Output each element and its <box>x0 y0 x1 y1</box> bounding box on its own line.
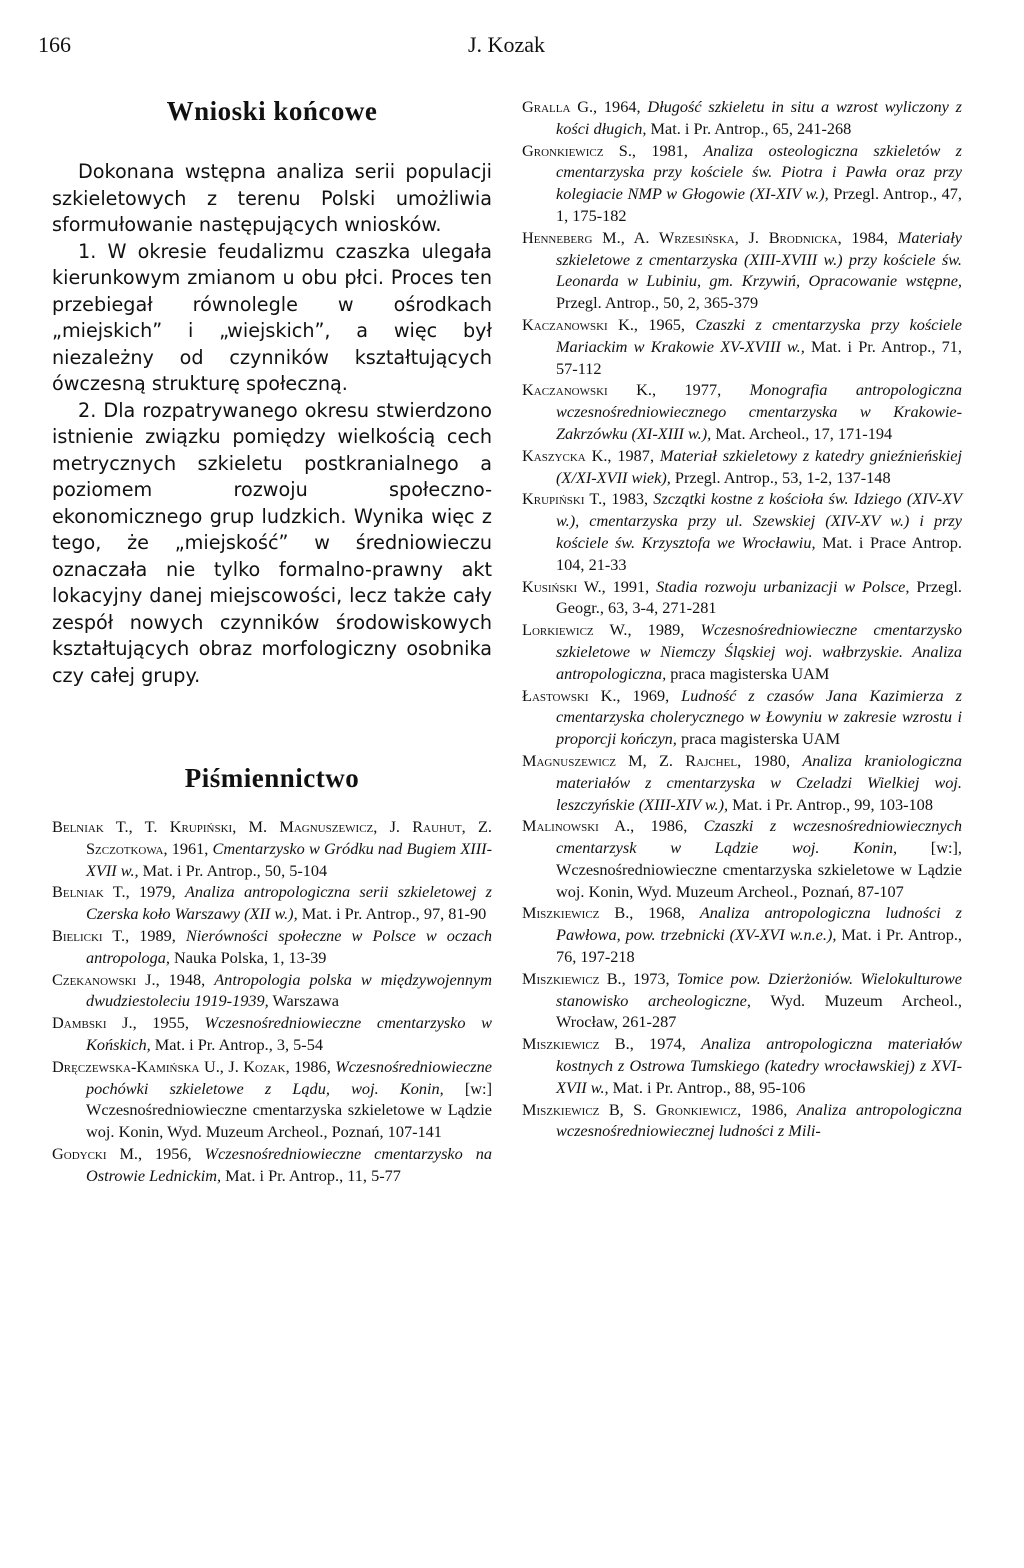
entry-author: Godycki M., <box>52 1143 143 1163</box>
entry-year: 1986, <box>289 1056 336 1076</box>
bibliography-entry <box>522 815 962 902</box>
entry-author: Kusiński W., <box>522 576 606 596</box>
entry-title: Wczesnośredniowieczne pochówki szkieletowe z Lądu, woj. Konin, <box>86 1056 492 1098</box>
entry-title: Czaszki z wczesnośredniowiecznych cmentarzysk w Lądzie woj. Konin, <box>556 816 962 858</box>
entry-author: Miszkiewicz B, S. Gronkiewicz, <box>522 1099 742 1119</box>
entry-title: Cmentarzysko w Gródku nad Bugiem XIII-XVII w., <box>86 838 492 880</box>
entry-author: Henneberg M., A. Wrzesińska, J. Brodnicka, <box>522 227 842 247</box>
entry-title: Wczesnośredniowieczne cmentarzysko na Ostrowie Lednickim, <box>86 1143 492 1185</box>
entry-source: Mat. i Pr. Antrop., 88, 95-106 <box>608 1077 806 1097</box>
entry-year: 1968, <box>633 903 700 923</box>
bibliography-entry <box>52 1056 492 1143</box>
entry-title: Monografia antropologiczna wczesnośredniowiecznego cmentarzyska w Krakowie-Zakrzówku (XI-XIII w.), <box>556 380 962 443</box>
bibliography-entry <box>522 685 962 750</box>
entry-title: Analiza kraniologiczna materiałów z cmentarzyska w Czeladzi Wielkiej woj. leszczyńskie (XIII-XIV w.), <box>556 750 963 814</box>
bibliography-entry <box>522 379 962 444</box>
bibliography-heading: Piśmiennictwo <box>184 763 360 793</box>
bibliography-entry <box>522 227 962 314</box>
entry-source: Warszawa <box>268 991 339 1011</box>
entry-author: Kaczanowski K., <box>522 380 657 400</box>
entry-author: Kaczanowski K., <box>522 314 638 334</box>
conclusions-text <box>52 159 492 689</box>
entry-title: Analiza antropologiczna materiałów kostnych z Ostrowa Tumskiego (katedry wrocławskiej) z XVI-XVII w., <box>556 1034 962 1097</box>
bibliography-entry <box>52 925 492 969</box>
entry-source: Przegl. Antrop., 47, 1, 175-182 <box>556 184 963 225</box>
entry-author: Krupiński T., <box>522 489 607 509</box>
entry-year: 1977, <box>656 380 750 400</box>
entry-year: 1986, <box>741 1099 797 1119</box>
bibliography-entry <box>522 445 962 489</box>
entry-year: 1965, <box>637 314 696 334</box>
entry-author: Miszkiewicz B., <box>522 968 626 988</box>
entry-year: 1989, <box>129 925 186 945</box>
bibliography-entry <box>522 96 962 140</box>
entry-author: Miszkiewicz B., <box>522 903 634 923</box>
bibliography-entry <box>52 816 492 881</box>
entry-year: 1983, <box>606 489 654 509</box>
bibliography-entry <box>52 1143 492 1187</box>
page-number: 166 <box>38 32 71 57</box>
entry-author: Miszkiewicz B., <box>522 1034 634 1054</box>
entry-year: 1964, <box>597 97 648 116</box>
bibliography-entry <box>522 314 962 379</box>
entry-author: Malinowski A., <box>522 816 635 836</box>
entry-title: Analiza antropologiczna ludności z Pawłowa, pow. trzebnicki (XV-XVI w.n.e.), <box>556 903 962 945</box>
entry-year: 1973, <box>625 968 677 988</box>
entry-author: Magnuszewicz M, Z. Rajchel, <box>522 750 742 770</box>
entry-source: Mat. i Prace Antrop. 104, 21-33 <box>556 532 962 574</box>
entry-title: Nierówności społeczne w Polsce w oczach antropologa, <box>86 925 492 967</box>
entry-year: 1981, <box>635 140 704 160</box>
conclusions-heading: Wnioski końcowe <box>166 96 378 126</box>
entry-author: Kaszycka K., <box>522 445 612 465</box>
bibliography-entry <box>522 1099 962 1143</box>
entry-title: Stadia rozwoju urbanizacji w Polsce, <box>656 576 910 596</box>
bibliography-list-right <box>522 96 962 1142</box>
entry-year: 1980, <box>741 750 803 770</box>
entry-title: Ludność z czasów Jana Kazimierza z cmentarzyska cholerycznego w Łowyniu w zakresie wzrostu i proporcji kończyn, <box>556 685 962 749</box>
bibliography-list-left <box>52 816 492 1187</box>
bibliography-entry <box>522 488 962 575</box>
entry-title: Antropologia polska w międzywojennym dwudziestoleciu 1919-1939, <box>86 969 492 1011</box>
entry-year: 1991, <box>605 576 657 596</box>
entry-source: Mat. i Pr. Antrop., 76, 197-218 <box>556 925 962 967</box>
entry-source: Mat. Archeol., 17, 171-194 <box>711 423 893 443</box>
running-head: J. Kozak <box>468 32 545 57</box>
entry-year: 1969, <box>620 685 682 705</box>
entry-source: Mat. i Pr. Antrop., 65, 241-268 <box>646 118 852 138</box>
entry-year: 1984, <box>841 227 898 247</box>
entry-author: Bielicki T., <box>52 925 130 945</box>
entry-year: 1955, <box>136 1013 205 1033</box>
entry-author: Belniak T., T. Krupiński, M. Magnuszewicz, J. Rauhut, Z. Szczotkowa, <box>52 817 492 858</box>
entry-author: Gralla G., <box>522 97 598 116</box>
entry-source: Mat. i Pr. Antrop., 99, 103-108 <box>728 794 933 814</box>
bibliography-entry <box>522 576 962 620</box>
entry-source: Mat. i Pr. Antrop., 71, 57-112 <box>556 336 962 378</box>
entry-title: Materiały szkieletowe z cmentarzyska (XIII-XVIII w.) przy kościele św. Leonarda w Lubiniu, gm. Krzywiń, Opracowanie wstępne, <box>556 227 962 291</box>
entry-source: [w:], Wczesnośredniowieczne cmentarzyska szkieletowe w Lądzie woj. Konin, Wyd. Muzeum Archeol., Poznań, 87-107 <box>556 838 963 901</box>
bibliography-entry <box>522 902 962 967</box>
bibliography-entry <box>522 619 962 684</box>
entry-title: Wczesnośredniowieczne cmentarzysko w Końskich, <box>86 1013 492 1054</box>
entry-source: Wyd. Muzeum Archeol., Wrocław, 261-287 <box>556 990 962 1032</box>
entry-year: 1974, <box>633 1034 702 1054</box>
entry-year: 1989, <box>631 620 701 640</box>
entry-year: 1986, <box>634 816 704 836</box>
entry-author: Gronkiewicz S., <box>522 140 636 160</box>
entry-source: Mat. i Pr. Antrop., 97, 81-90 <box>297 904 487 924</box>
entry-source: Przegl. Antrop., 53, 1-2, 137-148 <box>670 467 891 487</box>
conclusions-paragraph: 1. W okresie feudalizmu czaszka ulegała kierunkowym zmianom u obu płci. Proces ten przebiegał równolegle w ośrodkach „miejskich” i „wiejskich”, a więc był niezależny od czynników kształtujących ówczesną strukturę społeczną. <box>52 239 492 395</box>
entry-title: Analiza antropologiczna wczesnośredniowiecznej ludności z Mili- <box>556 1099 963 1141</box>
entry-year: 1956, <box>142 1143 205 1163</box>
conclusions-paragraph: 2. Dla rozpatrywanego okresu stwierdzono istnienie związku pomiędzy wielkością cech metrycznych szkieletu postkranialnego a poziomem rozwoju społeczno-ekonomicznego grup ludzkich. Wynika więc z tego, że „miejskość” w średniowieczu oznaczała nie tylko formalno-prawny akt lokacyjny danej miejscowości, lecz także cały zespół nowych czynników środowiskowych kształtujących obraz morfologiczny osobnika czy całej grupy. <box>52 398 492 687</box>
conclusions-paragraph: Dokonana wstępna analiza serii populacji szkieletowych z terenu Polski umożliwia sformułowanie następujących wniosków. <box>52 160 492 236</box>
bibliography-entry <box>52 969 492 1013</box>
entry-author: Dręczewska-Kamińska U., J. Kozak, <box>52 1056 290 1076</box>
entry-source: Nauka Polska, 1, 13-39 <box>169 947 327 967</box>
entry-year: 1979, <box>129 882 185 902</box>
entry-title: Tomice pow. Dzierżoniów. Wielokulturowe stanowisko archeologiczne, <box>556 968 962 1010</box>
entry-source: praca magisterska UAM <box>666 663 830 683</box>
entry-title: Długość szkieletu in situ a wzrost wyliczony z kości długich, <box>556 97 963 138</box>
bibliography-entry <box>52 881 492 925</box>
entry-source: Przegl. Antrop., 50, 2, 365-379 <box>556 293 759 313</box>
entry-author: Belniak T., <box>52 882 130 902</box>
entry-title: Wczesnośredniowieczne cmentarzysko szkieletowe w Niemczy Śląskiej woj. wałbrzyskie. Analiza antropologiczna, <box>556 620 962 683</box>
entry-source: [w:] Wczesnośredniowieczne cmentarzyska szkieletowe w Lądzie woj. Konin, Wyd. Muzeum Archeol., Poznań, 107-141 <box>86 1078 493 1142</box>
entry-source: Mat. i Pr. Antrop., 3, 5-54 <box>150 1034 323 1054</box>
entry-source: Przegl. Geogr., 63, 3-4, 271-281 <box>556 576 963 618</box>
entry-author: Czekanowski J., <box>52 969 160 989</box>
entry-title: Analiza antropologiczna serii szkieletowej z Czerska koło Warszawy (XII w.), <box>86 882 492 924</box>
bibliography-entry <box>522 1033 962 1098</box>
entry-year: 1948, <box>159 969 215 989</box>
entry-title: Materiał szkieletowy z katedry gnieźnieńskiej (X/XI-XVII wiek), <box>556 445 962 487</box>
entry-source: Mat. i Pr. Antrop., 50, 5-104 <box>138 860 328 880</box>
entry-author: Dambski J., <box>52 1013 137 1033</box>
bibliography-entry <box>522 140 962 227</box>
entry-source: praca magisterska UAM <box>676 729 841 749</box>
entry-title: Czaszki z cmentarzyska przy kościele Mariackim w Krakowie XV-XVIII w., <box>556 314 962 356</box>
entry-year: 1987, <box>611 445 660 465</box>
entry-title: Analiza osteologiczna szkieletów z cmentarzyska przy kościele św. Piotra i Pawła oraz przy kolegiacie NMP w Głogowie (XI-XIV w.), <box>556 140 962 204</box>
entry-year: 1961, <box>167 838 213 858</box>
entry-author: Lorkiewicz W., <box>522 620 632 640</box>
entry-source: Mat. i Pr. Antrop., 11, 5-77 <box>221 1165 401 1185</box>
bibliography-entry <box>52 1012 492 1056</box>
left-column <box>52 92 492 1187</box>
bibliography-entry <box>522 968 962 1033</box>
bibliography-entry <box>522 750 962 815</box>
entry-author: Łastowski K., <box>522 685 621 705</box>
entry-title: Szczątki kostne z kościoła św. Idziego (XIV-XV w.), cmentarzyska przy ul. Szewskiej (XIV-XV w.) i przy kościele św. Krzysztofa we Wrocławiu, <box>556 489 962 552</box>
